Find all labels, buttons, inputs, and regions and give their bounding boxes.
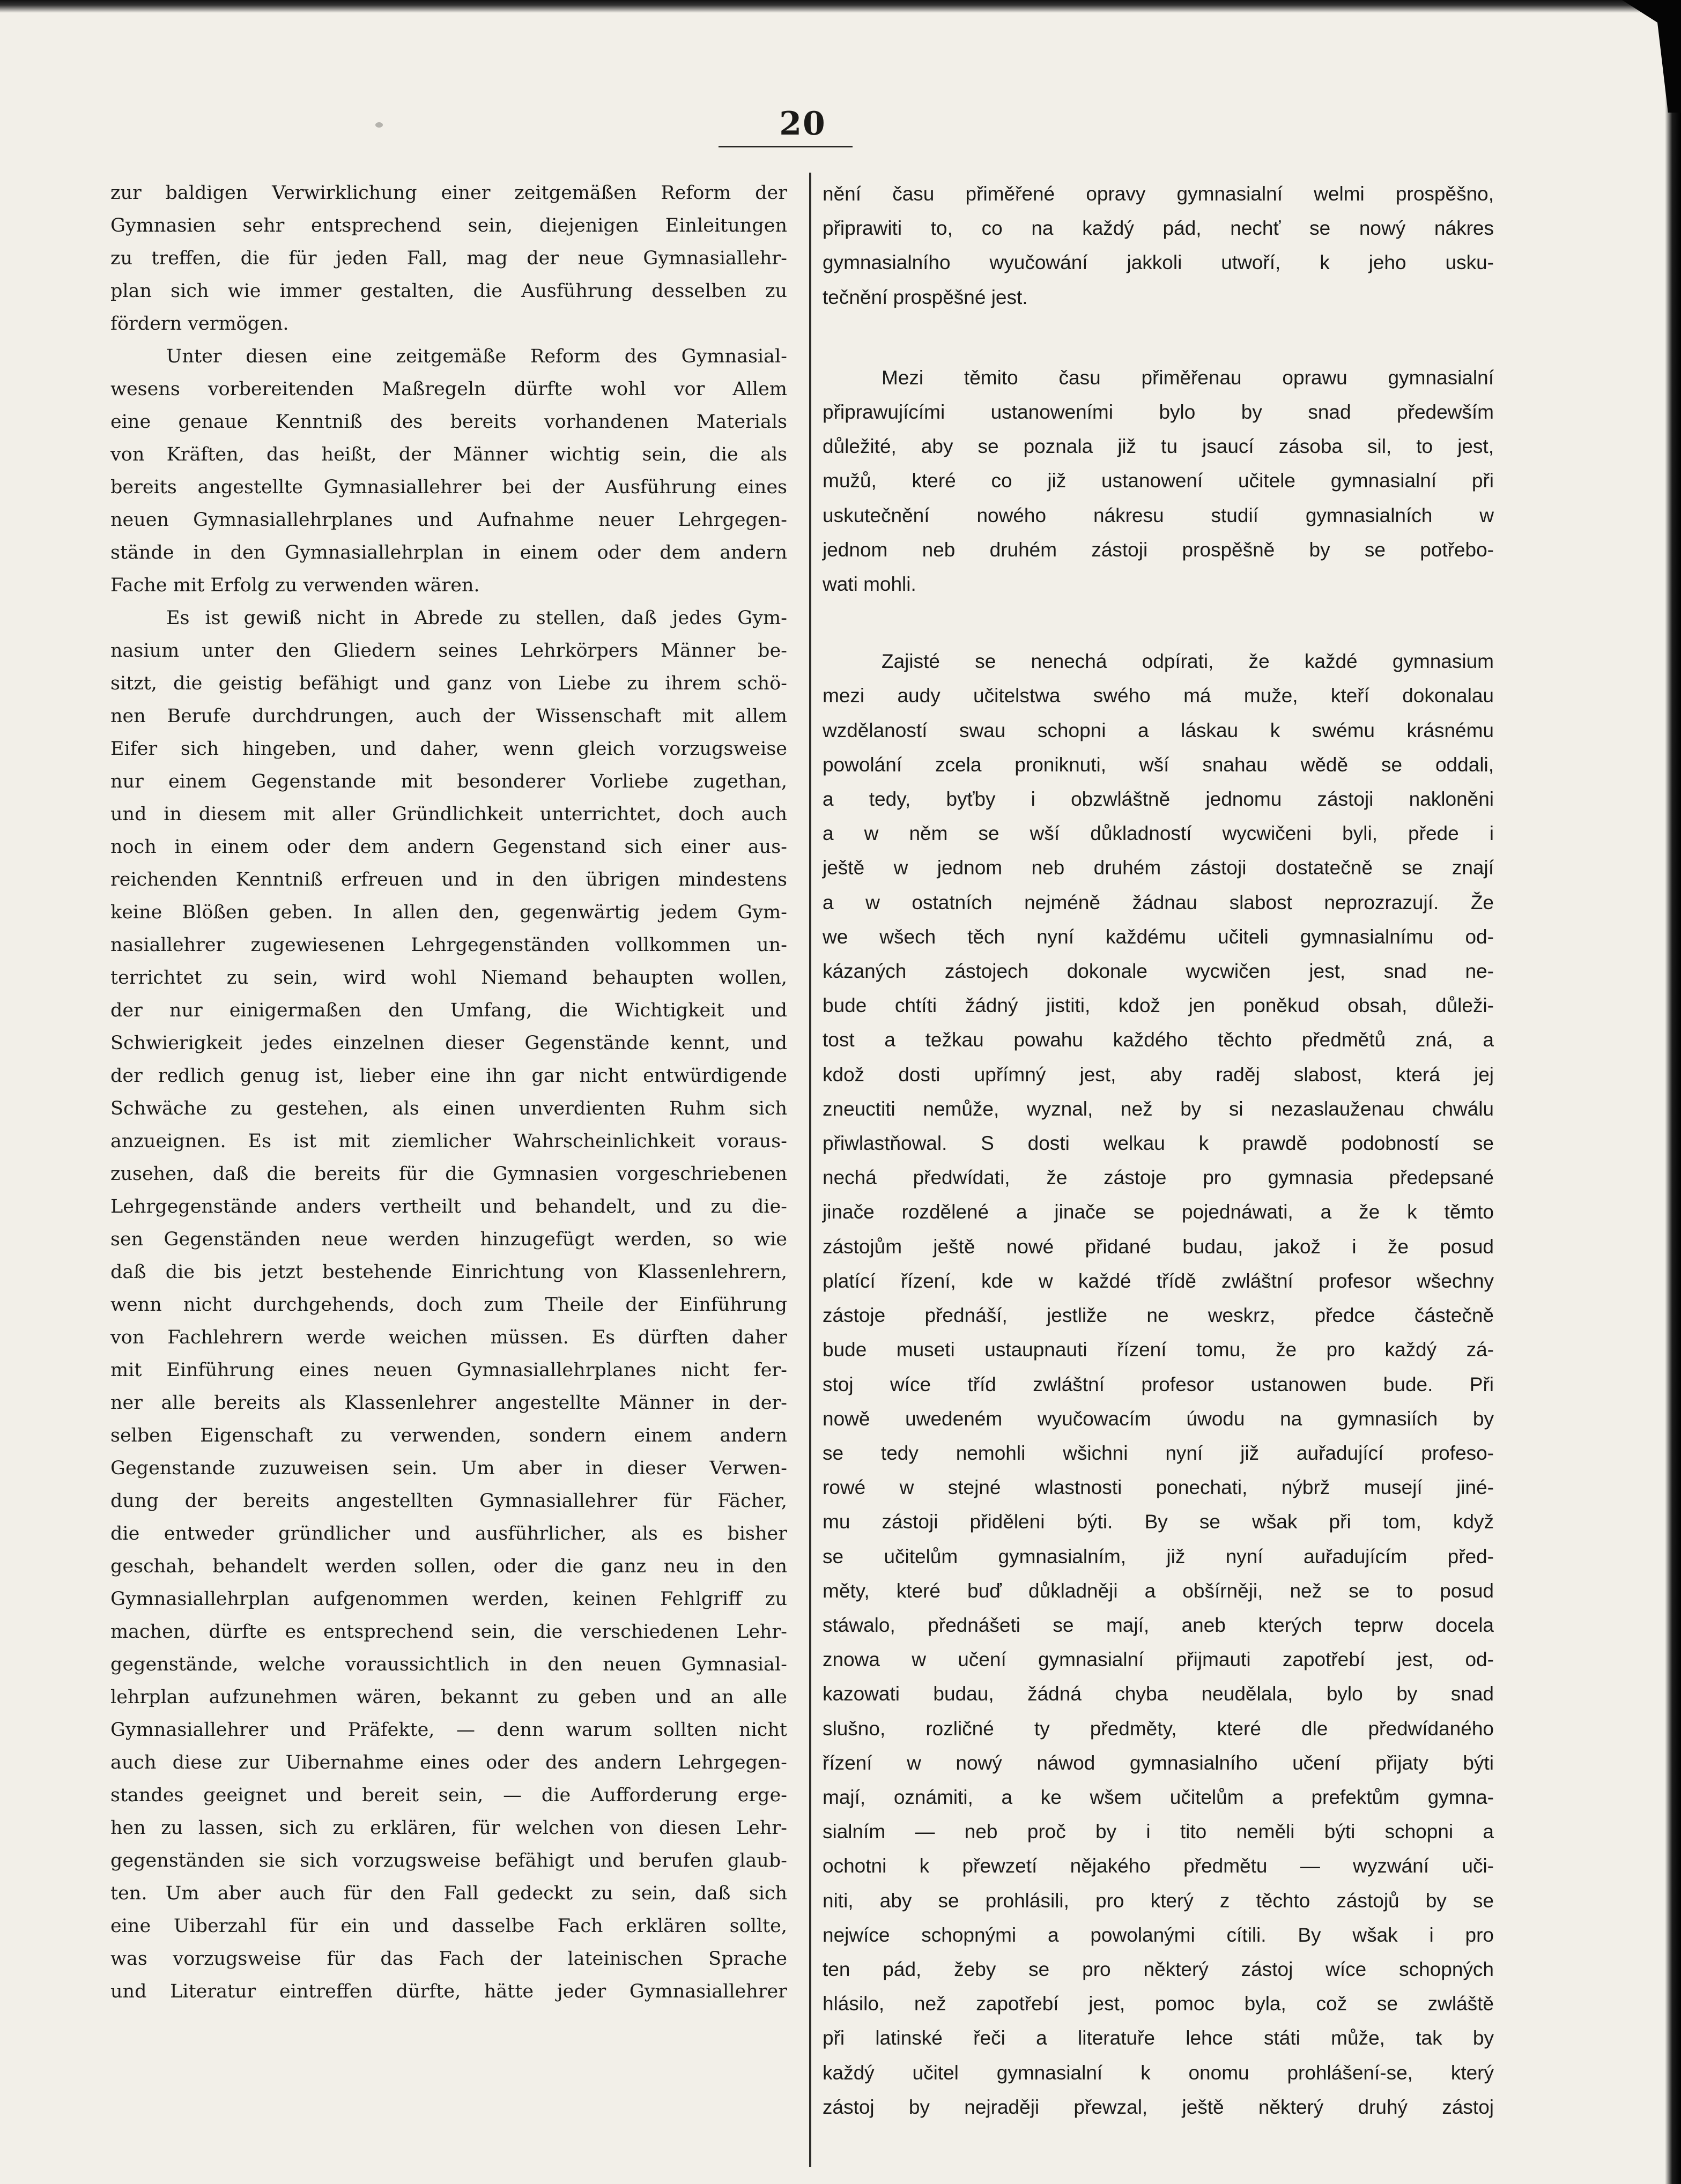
text-line: tost a težkau powahu každého těchto předmětů zná, a [823, 1029, 1494, 1051]
text-line: sialním — neb proč by i tito neměli býti schopni a [823, 1821, 1494, 1843]
text-line: was vorzugsweise für das Fach der lateinischen Sprache [110, 1948, 787, 1970]
text-line: nechá předwídati, že zástoje pro gymnasia předepsané [823, 1167, 1494, 1189]
text-line: řízení w nowý náwod gymnasialního učení přijaty býti [823, 1751, 1494, 1774]
text-line: plan sich wie immer gestalten, die Ausführung desselben zu [110, 280, 787, 302]
right-column-czech [823, 177, 1494, 2124]
text-line: reichenden Kenntniß erfreuen und in den übrigen mindestens [110, 869, 787, 890]
text-line: stáwalo, přednášeti se mají, aneb kterých teprw docela [823, 1614, 1494, 1636]
text-line: wati mohli. [823, 573, 916, 596]
text-line: bude museti ustaupnauti řízení tomu, že pro každý zá- [823, 1339, 1494, 1361]
text-line: přiwlastňowal. S dosti welkau k prawdě podobností se [823, 1132, 1494, 1155]
text-line: Eifer sich hingeben, und daher, wenn gleich vorzugsweise [110, 738, 787, 760]
text-line: kdož dosti upřímný jest, aby raděj slabost, která jej [823, 1063, 1494, 1086]
text-line: nur einem Gegenstande mit besonderer Vorliebe zugethan, [110, 771, 787, 792]
text-line: noch in einem oder dem andern Gegenstand sich einer aus- [110, 836, 787, 858]
paragraph-gap [823, 315, 1494, 361]
text-line: standes geeignet und bereit sein, — die Aufforderung erge- [110, 1785, 787, 1806]
text-line: von Fachlehrern werde weichen müssen. Es dürften daher [110, 1327, 787, 1348]
text-line: nen Berufe durchdrungen, auch der Wissenschaft mit allem [110, 705, 787, 727]
text-line: tečnění prospěšné jest. [823, 286, 1028, 308]
paragraph [110, 340, 787, 602]
paragraph [823, 361, 1494, 601]
text-line: sitzt, die geistig befähigt und ganz von Liebe zu ihrem schö- [110, 673, 787, 694]
column-divider [809, 173, 811, 2167]
paragraph [823, 644, 1494, 2124]
page-corner-shadow [1622, 0, 1681, 113]
text-line: a tedy, byťby i obzwláštně jednomu zástoji nakloněni [823, 788, 1494, 811]
text-line: selben Eigenschaft zu verwenden, sondern einem andern [110, 1425, 787, 1446]
text-line: připrawujícími ustanoweními bylo by snad předewším [823, 401, 1494, 424]
text-line: Mezi těmito času přiměřenau oprawu gymnasialní [882, 366, 1494, 389]
text-line: zástoj by nejraději přewzal, ještě některý druhý zástoj [823, 2096, 1494, 2118]
text-line: gegenstände, welche voraussichtlich in den neuen Gymnasial- [110, 1654, 787, 1675]
text-line: eine genaue Kenntniß des bereits vorhandenen Materials [110, 411, 787, 433]
text-line: geschah, behandelt werden sollen, oder die ganz neu in den [110, 1556, 787, 1577]
text-line: von Kräften, das heißt, der Männer wichtig sein, die als [110, 444, 787, 465]
page-right-edge-shadow [1665, 0, 1681, 2184]
text-line: Gymnasiallehrplan aufgenommen werden, keinen Fehlgriff zu [110, 1588, 787, 1610]
text-line: při latinské řeči a literatuře lehce státi může, tak by [823, 2027, 1494, 2049]
page-number: 20 [779, 105, 826, 143]
text-line: zur baldigen Verwirklichung einer zeitgemäßen Reform der [110, 182, 787, 204]
text-line: připrawiti to, co na každý pád, nechť se nowý nákres [823, 217, 1494, 240]
text-line: kázaných zástojech dokonale wycwičen jest, snad ne- [823, 960, 1494, 983]
text-line: sen Gegenständen neue werden hinzugefügt werden, so wie [110, 1229, 787, 1250]
text-line: ner alle bereits als Klassenlehrer angestellte Männer in der- [110, 1392, 787, 1414]
text-line: znowa w učení gymnasialní přijmauti zapotřebí jest, od- [823, 1648, 1494, 1671]
text-line: Gymnasiallehrer und Präfekte, — denn warum sollten nicht [110, 1719, 787, 1741]
text-line: slušno, rozličné ty předměty, které dle předwídaného [823, 1717, 1494, 1740]
text-line: keine Blößen geben. In allen den, gegenwärtig jedem Gym- [110, 902, 787, 923]
text-line: zástoje přednáší, jestliže ne weskrz, předce částečně [823, 1304, 1494, 1327]
text-line: bereits angestellte Gymnasiallehrer bei der Ausführung eines [110, 477, 787, 498]
text-line: die entweder gründlicher und ausführlicher, als es bisher [110, 1523, 787, 1544]
text-line: dung der bereits angestellten Gymnasiallehrer für Fächer, [110, 1490, 787, 1512]
text-line: každý učitel gymnasialní k onomu prohlášení-se, který [823, 2061, 1494, 2084]
text-line: zu treffen, die für jeden Fall, mag der neue Gymnasiallehr- [110, 248, 787, 269]
text-line: der nur einigermaßen den Umfang, die Wichtigkeit und [110, 1000, 787, 1021]
text-line: Fache mit Erfolg zu verwenden wären. [110, 575, 480, 596]
text-line: rowé w stejné wlastnosti ponechati, nýbrž musejí jiné- [823, 1476, 1494, 1499]
text-line: kazowati budau, žádná chyba neudělala, bylo by snad [823, 1683, 1494, 1705]
page-number-rule [719, 146, 853, 147]
text-line: se tedy nemohli wšichni nyní již auřadující profeso- [823, 1442, 1494, 1464]
paragraph [823, 177, 1494, 315]
text-line: daß die bis jetzt bestehende Einrichtung von Klassenlehrern, [110, 1261, 787, 1283]
text-line: wesens vorbereitenden Maßregeln dürfte wohl vor Allem [110, 378, 787, 400]
text-line: wzdělaností swau schopni a láskau k swému krásnému [823, 719, 1494, 741]
text-line: terrichtet zu sein, wird wohl Niemand behaupten wollen, [110, 967, 787, 989]
text-line: eine Uiberzahl für ein und dasselbe Fach erklären sollte, [110, 1915, 787, 1937]
text-line: uskutečnění nowého nákresu studií gymnasialních w [823, 504, 1494, 526]
text-line: gegenständen sie sich vorzugsweise befähigt und berufen glaub- [110, 1850, 787, 1871]
text-line: jednom neb druhém zástoji prospěšně by se potřebo- [823, 538, 1494, 561]
text-line: Lehrgegenstände anders vertheilt und behandelt, und zu die- [110, 1196, 787, 1217]
text-line: ještě w jednom neb druhém zástoji dostatečně se znají [823, 857, 1494, 879]
text-line: mu zástoji přiděleni býti. By se wšak při tom, když [823, 1511, 1494, 1533]
text-line: ten pád, žeby se pro některý zástoj wíce schopných [823, 1958, 1494, 1980]
text-line: mit Einführung eines neuen Gymnasiallehrplanes nicht fer- [110, 1360, 787, 1381]
text-line: mají, oznámiti, a ke wšem učitelům a prefektům gymna- [823, 1786, 1494, 1808]
text-line: Gegenstande zuzuweisen sein. Um aber in dieser Verwen- [110, 1458, 787, 1479]
text-line: und in diesem mit aller Gründlichkeit unterrichtet, doch auch [110, 804, 787, 825]
text-line: we wšech těch nyní každému učiteli gymnasialnímu od- [823, 925, 1494, 948]
text-line: měty, které buď důkladněji a obšírněji, než se to posud [823, 1579, 1494, 1602]
text-line: stoj wíce tříd zwláštní profesor ustanowen bude. Při [823, 1373, 1494, 1395]
text-line: niti, aby se prohlásili, pro který z těchto zástojů by se [823, 1889, 1494, 1912]
text-line: machen, dürfte es entsprechend sein, die verschiedenen Lehr- [110, 1621, 787, 1643]
text-line: hlásilo, než zapotřebí jest, pomoc byla, což se zwláště [823, 1993, 1494, 2015]
text-line: und Literatur eintreffen dürfte, hätte jeder Gymnasiallehrer [110, 1981, 787, 2002]
text-line: powolání zcela proniknuti, wší snahau wědě se oddali, [823, 753, 1494, 776]
text-line: Zajisté se nenechá odpírati, že každé gymnasium [882, 650, 1494, 673]
text-line: gymnasialního wyučowání jakkoli utwoří, k jeho usku- [823, 251, 1494, 274]
text-line: der redlich genug ist, lieber eine ihn gar nicht entwürdigende [110, 1065, 787, 1087]
text-line: mužů, které co již ustanowení učitele gymnasialní při [823, 470, 1494, 492]
text-line: ten. Um aber auch für den Fall gedeckt zu sein, daß sich [110, 1883, 787, 1904]
text-line: a w ostatních nejméně žádnau slabost neprozrazují. Že [823, 891, 1494, 913]
text-line: se učitelům gymnasialním, již nyní auřadujícím před- [823, 1545, 1494, 1568]
text-line: anzueignen. Es ist mit ziemlicher Wahrscheinlichkeit voraus- [110, 1131, 787, 1152]
page-top-shadow [0, 0, 1681, 13]
text-line: stände in den Gymnasiallehrplan in einem oder dem andern [110, 542, 787, 563]
text-line: Schwierigkeit jedes einzelnen dieser Gegenstände kennt, und [110, 1032, 787, 1054]
paper-speck [375, 122, 383, 128]
text-line: nowě uwedeném wyučowacím úwodu na gymnasiích by [823, 1407, 1494, 1430]
paragraph [110, 602, 787, 2008]
text-line: zneuctiti nemůže, wyznal, než by si nezaslauženau chwálu [823, 1097, 1494, 1120]
paragraph-gap [823, 601, 1494, 644]
text-line: bude chtíti žádný jistiti, kdož jen poněkud obsah, důleži- [823, 994, 1494, 1017]
text-line: zusehen, daß die bereits für die Gymnasien vorgeschriebenen [110, 1163, 787, 1185]
text-line: Unter diesen eine zeitgemäße Reform des Gymnasial- [166, 346, 787, 367]
text-line: fördern vermögen. [110, 313, 289, 335]
text-line: nejwíce schopnými a powolanými cítili. By wšak i pro [823, 1923, 1494, 1946]
text-line: nasiallehrer zugewiesenen Lehrgegenständen vollkommen un- [110, 934, 787, 956]
paragraph [110, 177, 787, 340]
text-line: a w něm se wší důkladností wycwičeni byli, přede i [823, 822, 1494, 845]
left-column-german [110, 177, 787, 2008]
text-line: důležité, aby se poznala již tu jsaucí zásoba sil, to jest, [823, 435, 1494, 458]
text-line: ochotni k přewzetí nějakého předmětu — wyzwání uči- [823, 1855, 1494, 1877]
text-line: nění času přiměřené opravy gymnasialní welmi prospěšno, [823, 183, 1494, 205]
text-line: Es ist gewiß nicht in Abrede zu stellen, daß jedes Gym- [166, 607, 787, 629]
text-line: nasium unter den Gliedern seines Lehrkörpers Männer be- [110, 640, 787, 662]
text-line: hen zu lassen, sich zu erklären, für welchen von diesen Lehr- [110, 1817, 787, 1839]
text-line: zástojům ještě nowé přidané budau, jakož i že posud [823, 1235, 1494, 1258]
text-line: Schwäche zu gestehen, als einen unverdienten Ruhm sich [110, 1098, 787, 1119]
text-line: lehrplan aufzunehmen wären, bekannt zu geben und an alle [110, 1687, 787, 1708]
text-line: auch diese zur Uibernahme eines oder des andern Lehrgegen- [110, 1752, 787, 1773]
text-line: neuen Gymnasiallehrplanes und Aufnahme neuer Lehrgegen- [110, 509, 787, 531]
text-line: platící řízení, kde w každé třídě zwláštní profesor wšechny [823, 1269, 1494, 1292]
text-line: Gymnasien sehr entsprechend sein, diejenigen Einleitungen [110, 215, 787, 236]
text-line: mezi audy učitelstwa swého má muže, kteří dokonalau [823, 685, 1494, 707]
text-line: wenn nicht durchgehends, doch zum Theile der Einführung [110, 1294, 787, 1316]
text-line: jinače rozdělené a jinače se pojednáwati, a že k těmto [823, 1201, 1494, 1223]
